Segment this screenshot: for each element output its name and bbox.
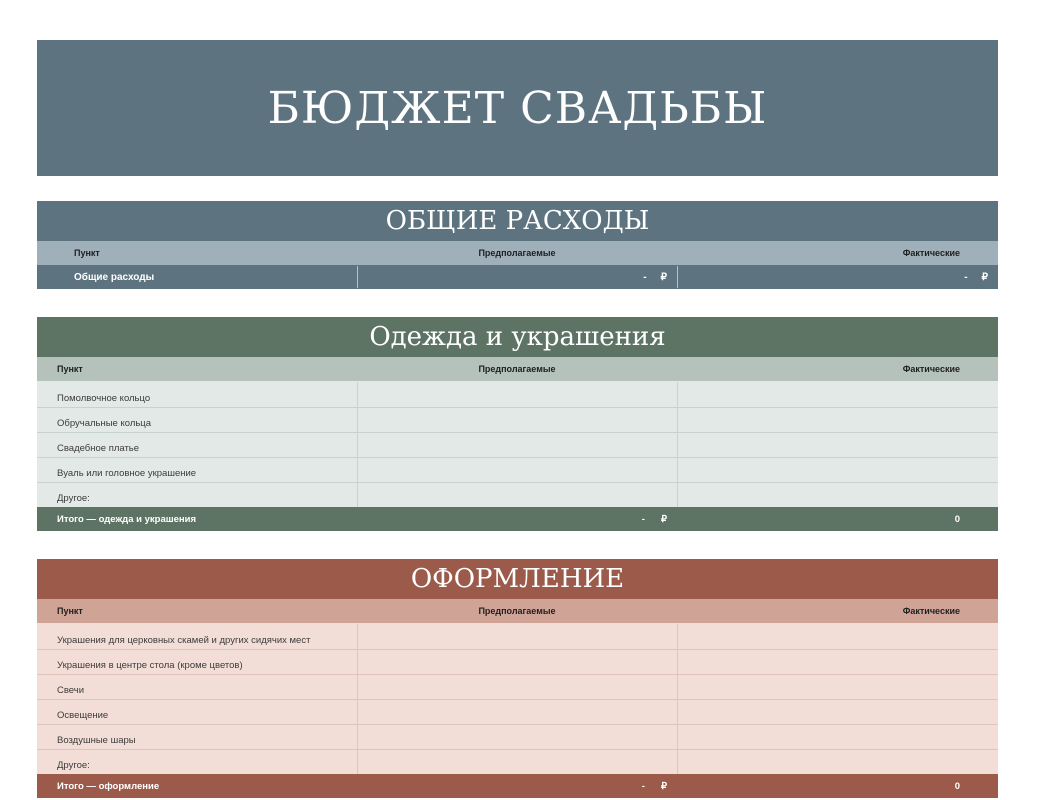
actual-cell[interactable] xyxy=(677,458,998,482)
planned-cell[interactable] xyxy=(357,700,677,724)
decor-header-row xyxy=(37,599,998,623)
planned-cell[interactable] xyxy=(357,408,677,432)
table-row xyxy=(37,482,998,507)
item-label: Украшения для церковных скамей и других сидячих мест xyxy=(57,635,311,646)
header-planned: Предполагаемые xyxy=(478,248,556,258)
table-row xyxy=(37,624,998,649)
header-planned: Предполагаемые xyxy=(478,364,556,374)
header-item: Пункт xyxy=(74,248,100,258)
actual-cell[interactable] xyxy=(677,382,998,407)
general-expenses-title: ОБЩИЕ РАСХОДЫ xyxy=(37,201,998,241)
decor-total-row xyxy=(37,774,998,798)
planned-cell[interactable] xyxy=(357,675,677,699)
planned-currency: ₽ xyxy=(660,513,667,525)
header-actual: Фактические xyxy=(902,248,960,258)
general-planned-cell[interactable] xyxy=(357,266,677,288)
actual-cell[interactable] xyxy=(677,483,998,507)
actual-cell[interactable] xyxy=(677,624,998,649)
item-label: Свадебное платье xyxy=(57,443,140,454)
total-label: Итого — оформление xyxy=(57,780,160,792)
item-label: Вуаль или головное украшение xyxy=(57,468,197,479)
table-row xyxy=(37,749,998,774)
page-title: БЮДЖЕТ СВАДЬБЫ xyxy=(37,40,998,176)
table-row xyxy=(37,457,998,482)
item-label: Обручальные кольца xyxy=(57,418,152,429)
clothing-title: Одежда и украшения xyxy=(37,317,998,357)
general-expenses-section xyxy=(37,201,998,289)
clothing-header-row xyxy=(37,357,998,381)
item-label: Другое: xyxy=(57,760,90,771)
table-row xyxy=(37,382,998,407)
header-actual: Фактические xyxy=(902,364,960,374)
header-item: Пункт xyxy=(57,364,83,374)
table-row xyxy=(37,699,998,724)
table-row xyxy=(37,724,998,749)
general-expenses-label: Общие расходы xyxy=(74,271,155,283)
actual-cell[interactable] xyxy=(677,700,998,724)
planned-cell[interactable] xyxy=(357,433,677,457)
actual-cell[interactable] xyxy=(677,750,998,774)
planned-dash: - xyxy=(641,780,645,792)
total-actual: 0 xyxy=(954,780,960,792)
planned-cell[interactable] xyxy=(357,750,677,774)
total-actual: 0 xyxy=(954,513,960,525)
planned-cell[interactable] xyxy=(357,624,677,649)
planned-currency: ₽ xyxy=(660,780,667,792)
actual-dash: - xyxy=(964,271,968,283)
actual-cell[interactable] xyxy=(677,433,998,457)
item-label: Освещение xyxy=(57,710,109,721)
actual-cell[interactable] xyxy=(677,408,998,432)
table-row xyxy=(37,674,998,699)
actual-cell[interactable] xyxy=(677,650,998,674)
table-row xyxy=(37,649,998,674)
clothing-section xyxy=(37,317,998,531)
clothing-total-row xyxy=(37,507,998,531)
planned-dash: - xyxy=(643,271,647,283)
item-label: Помолвочное кольцо xyxy=(57,393,151,404)
header-actual: Фактические xyxy=(902,606,960,616)
general-header-row xyxy=(37,241,998,265)
table-row xyxy=(37,407,998,432)
general-actual-cell[interactable] xyxy=(677,266,998,288)
item-label: Свечи xyxy=(57,685,85,696)
actual-cell[interactable] xyxy=(677,725,998,749)
actual-cell[interactable] xyxy=(677,675,998,699)
table-row xyxy=(37,432,998,457)
decor-title: ОФОРМЛЕНИЕ xyxy=(37,559,998,599)
planned-cell[interactable] xyxy=(357,382,677,407)
total-label: Итого — одежда и украшения xyxy=(57,513,197,525)
planned-cell[interactable] xyxy=(357,725,677,749)
item-label: Другое: xyxy=(57,493,90,504)
general-expenses-row xyxy=(37,265,998,289)
total-planned xyxy=(357,514,677,525)
planned-cell[interactable] xyxy=(357,483,677,507)
total-planned xyxy=(357,781,677,792)
decor-section xyxy=(37,559,998,798)
item-label: Воздушные шары xyxy=(57,735,136,746)
planned-dash: - xyxy=(641,513,645,525)
header-item: Пункт xyxy=(57,606,83,616)
decor-items xyxy=(37,623,998,774)
planned-currency: ₽ xyxy=(660,271,667,283)
actual-currency: ₽ xyxy=(981,271,988,283)
clothing-items xyxy=(37,381,998,507)
item-label: Украшения в центре стола (кроме цветов) xyxy=(57,660,243,671)
header-planned: Предполагаемые xyxy=(478,606,556,616)
planned-cell[interactable] xyxy=(357,458,677,482)
planned-cell[interactable] xyxy=(357,650,677,674)
